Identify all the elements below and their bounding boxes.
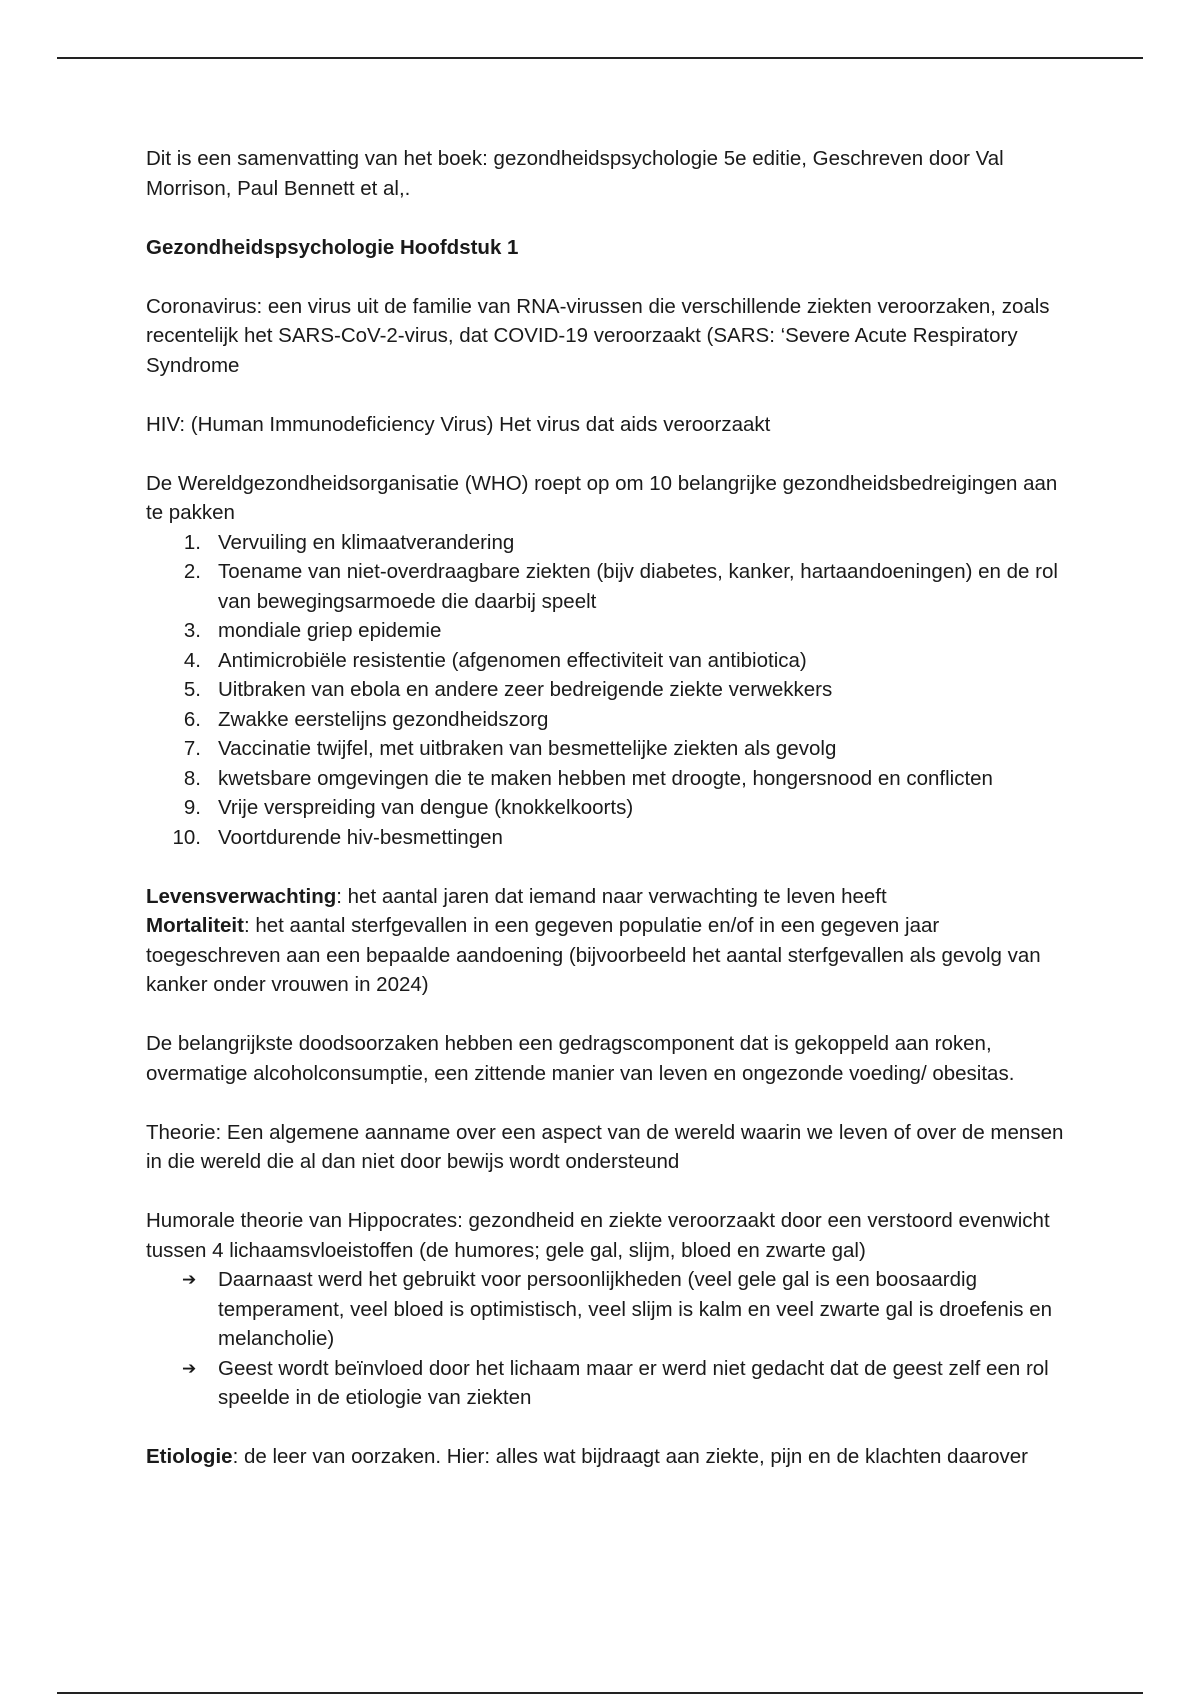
document-body bbox=[146, 144, 1066, 1501]
intro-paragraph: Dit is een samenvatting van het boek: gezondheidspsychologie 5e editie, Geschreven door Val Morrison, Paul Bennett et al,. bbox=[146, 147, 1004, 200]
list-number: 1. bbox=[183, 530, 201, 554]
etiology-text: : de leer van oorzaken. Hier: alles wat bijdraagt aan ziekte, pijn en de klachten daarover bbox=[232, 1445, 1028, 1468]
list-item-text: Zwakke eerstelijns gezondheidszorg bbox=[218, 707, 549, 731]
list-number: 9. bbox=[183, 796, 201, 819]
list-item bbox=[146, 557, 1066, 616]
list-number: 6. bbox=[183, 707, 201, 731]
coronavirus-definition: Coronavirus: een virus uit de familie van RNA-virussen die verschillende ziekten veroorzaken, zoals recentelijk het SARS-CoV-2-virus, dat COVID-19 veroorzaakt (SARS: ‘Severe Acute Respiratory Syndrome bbox=[146, 294, 1050, 377]
list-item bbox=[146, 705, 1066, 735]
mortality-definition bbox=[146, 911, 1066, 1000]
list-item bbox=[146, 646, 1066, 676]
list-item-text: kwetsbare omgevingen die te maken hebben met droogte, hongersnood en conflicten bbox=[218, 766, 993, 790]
list-number: 5. bbox=[183, 678, 201, 701]
hiv-definition: HIV: (Human Immunodeficiency Virus) Het virus dat aids veroorzaakt bbox=[146, 412, 771, 436]
life-expectancy-text: : het aantal jaren dat iemand naar verwachting te leven heeft bbox=[336, 884, 887, 908]
list-item bbox=[146, 1354, 1066, 1413]
list-number: 2. bbox=[183, 560, 201, 583]
footer-rule bbox=[57, 1692, 1143, 1694]
list-item bbox=[146, 1265, 1066, 1354]
who-threats-list bbox=[146, 528, 1066, 853]
list-item bbox=[146, 823, 1066, 853]
list-item-text: Uitbraken van ebola en andere zeer bedreigende ziekte verwekkers bbox=[218, 678, 833, 701]
arrow-icon: ➔ bbox=[182, 1270, 197, 1289]
list-item-text: mondiale griep epidemie bbox=[218, 619, 442, 642]
list-item-text: Toename van niet-overdraagbare ziekten (bijv diabetes, kanker, hartaandoeningen) en de rol van bewegingsarmoede die daarbij speelt bbox=[218, 560, 1058, 613]
list-number: 8. bbox=[183, 766, 201, 790]
humoral-bullets bbox=[146, 1265, 1066, 1413]
theory-definition: Theorie: Een algemene aanname over een aspect van de wereld waarin we leven of over de mensen in die wereld die al dan niet door bewijs wordt ondersteund bbox=[146, 1120, 1064, 1173]
etiology-definition bbox=[146, 1442, 1066, 1472]
list-item-text: Vrije verspreiding van dengue (knokkelkoorts) bbox=[218, 796, 634, 819]
mortality-term: Mortaliteit bbox=[146, 914, 244, 937]
arrow-icon: ➔ bbox=[182, 1358, 197, 1378]
life-expectancy-definition bbox=[146, 882, 1066, 912]
list-item-text: Vaccinatie twijfel, met uitbraken van besmettelijke ziekten als gevolg bbox=[218, 737, 837, 760]
chapter-heading: Gezondheidspsychologie Hoofdstuk 1 bbox=[146, 235, 519, 259]
causes-of-death-paragraph: De belangrijkste doodsoorzaken hebben een gedragscomponent dat is gekoppeld aan roken, overmatige alcoholconsumptie, een zittende manier van leven en ongezonde voeding/ obesitas. bbox=[146, 1032, 1015, 1085]
life-expectancy-term: Levensverwachting bbox=[146, 884, 337, 908]
list-item-text: Geest wordt beïnvloed door het lichaam maar er werd niet gedacht dat de geest zelf een rol speelde in de etiologie van ziekten bbox=[218, 1356, 1049, 1409]
list-item bbox=[146, 764, 1066, 794]
list-number: 7. bbox=[183, 737, 201, 760]
list-item-text: Daarnaast werd het gebruikt voor persoonlijkheden (veel gele gal is een boosaardig temperament, veel bloed is optimistisch, veel slijm is kalm en veel zwarte gal is droefenis en melancholie) bbox=[218, 1268, 1053, 1350]
list-item bbox=[146, 734, 1066, 764]
list-item bbox=[146, 675, 1066, 705]
humoral-theory-paragraph: Humorale theorie van Hippocrates: gezondheid en ziekte veroorzaakt door een verstoord evenwicht tussen 4 lichaamsvloeistoffen (de humores; gele gal, slijm, bloed en zwarte gal) bbox=[146, 1209, 1050, 1262]
list-item-text: Vervuiling en klimaatverandering bbox=[218, 530, 515, 554]
who-intro: De Wereldgezondheidsorganisatie (WHO) roept op om 10 belangrijke gezondheidsbedreigingen aan te pakken bbox=[146, 471, 1058, 524]
list-item bbox=[146, 616, 1066, 646]
list-item bbox=[146, 793, 1066, 823]
mortality-text: : het aantal sterfgevallen in een gegeven populatie en/of in een gegeven jaar toegeschreven aan een bepaalde aandoening (bijvoorbeeld het aantal sterfgevallen als gevolg van kanker onder vrouwen in 2024) bbox=[146, 914, 1041, 996]
list-item-text: Antimicrobiële resistentie (afgenomen effectiviteit van antibiotica) bbox=[218, 648, 807, 672]
list-item-text: Voortdurende hiv-besmettingen bbox=[218, 825, 503, 849]
list-number: 3. bbox=[183, 619, 201, 642]
list-number: 10. bbox=[172, 825, 201, 849]
header-rule bbox=[57, 57, 1143, 59]
list-item bbox=[146, 528, 1066, 558]
etiology-term: Etiologie bbox=[146, 1445, 233, 1468]
list-number: 4. bbox=[183, 648, 201, 672]
